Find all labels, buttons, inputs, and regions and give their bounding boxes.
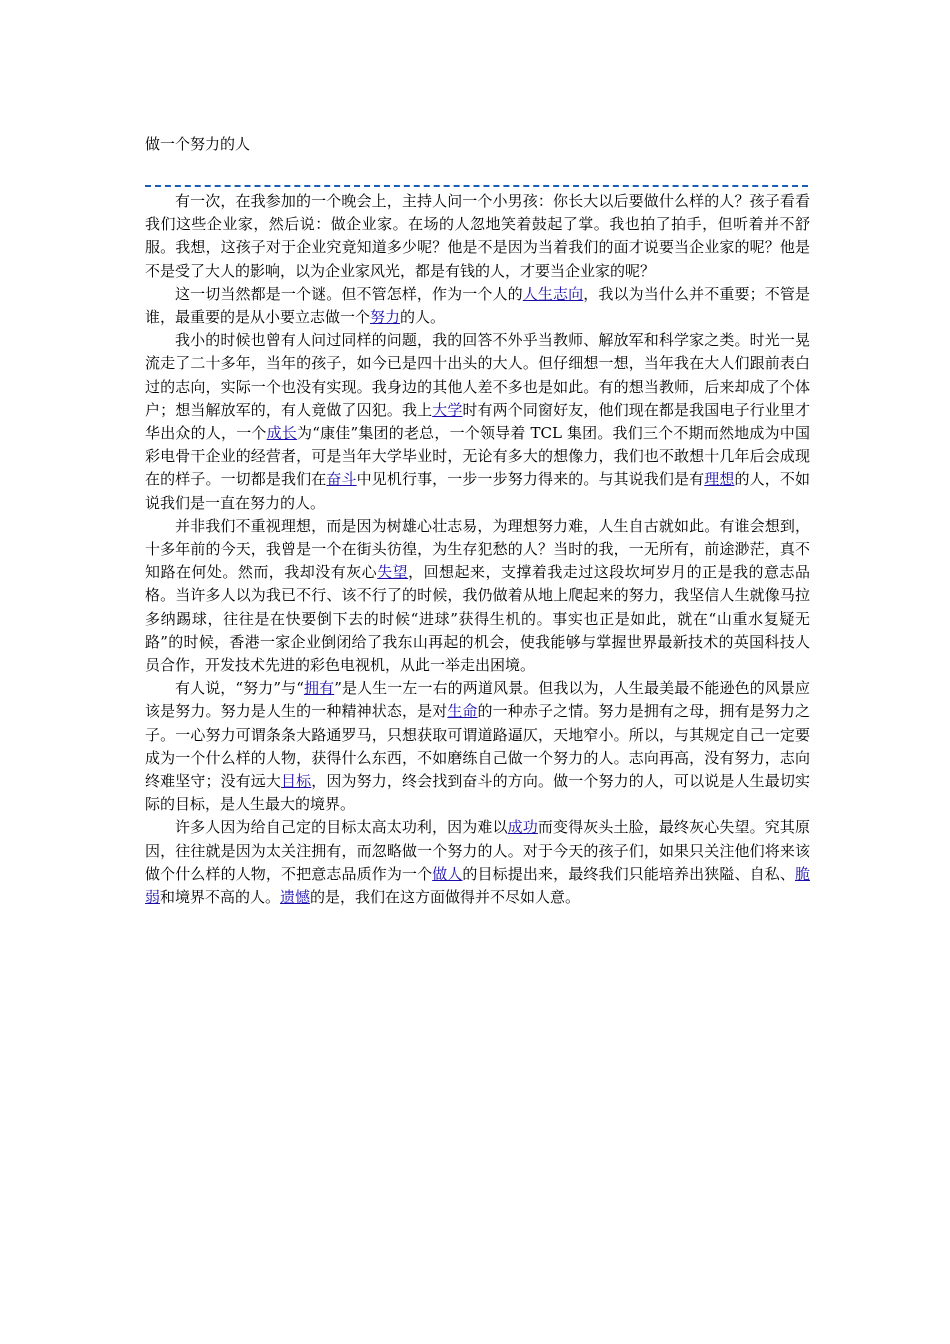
paragraph-text: 的是，我们在这方面做得并不尽如人意。 (310, 888, 581, 907)
inline-link[interactable]: 目标 (281, 772, 312, 791)
paragraph-text: 我小的时候也曾有人问过同样的问题，我的回答不外乎当教师、解放军和科学家之类。时光一晃流走了二十多年，当年的孩子，如今已是四十出头的大人。但仔细想一想，当年我在大人们跟前表白过的志向，实际一个也没有实现。我身边的其他人差不多也是如此。有的想当教师，后来却成了个体户；想当解放军的，有人竟做了囚犯。我上 (145, 331, 810, 419)
inline-link[interactable]: 努力 (370, 308, 401, 327)
paragraph-text: 并非我们不重视理想，而是因为树雄心壮志易，为理想努力难，人生自古就如此。有谁会想到，十多年前的今天，我曾是一个在街头彷徨，为生存犯愁的人？当时的我，一无所有，前途渺茫，真不知路在何处。然而，我却没有灰心 (145, 516, 810, 582)
paragraph (145, 283, 810, 329)
paragraph-text: 的人。 (400, 308, 446, 327)
paragraph-text: 的目标提出来，最终我们只能培养出狭隘、自私、 (462, 864, 795, 883)
inline-link[interactable]: 拥有 (303, 679, 335, 698)
paragraph-text: 而变得灰头土脸，最终灰心失望。究其原因，往往就是因为太关注拥有，而忽略做一个努力的人。对于今天的孩子们，如果只关注他们将来该做个什么样的人物，不把意志品质作为一个 (145, 818, 810, 883)
inline-link[interactable]: 理想 (704, 470, 735, 489)
inline-link[interactable]: 成功 (507, 818, 538, 837)
document-title: 做一个努力的人 (145, 135, 251, 153)
paragraph-text: ，因为努力，终会找到奋斗的方向。做一个努力的人，可以说是人生最切实际的目标，是人生最大的境界。 (145, 772, 810, 814)
inline-link[interactable]: 脆弱 (145, 864, 810, 907)
paragraph (145, 329, 810, 515)
paragraph-text: 有人说，“努力”与“ (175, 679, 304, 698)
paragraph (145, 515, 810, 677)
inline-link[interactable]: 人生志向 (522, 284, 584, 303)
paragraph-text: ，回想起来，支撑着我走过这段坎坷岁月的正是我的意志品格。当许多人以为我已不行、该不行了的时候，我仍做着从地上爬起来的努力，我坚信人生就像马拉多纳踢球，往往是在快要倒下去的时候“进球”获得生机的。事实也正是如此，就在“山重水复疑无路”的时候，香港一家企业倒闭给了我东山再起的机会，使我能够与掌握世界最新技术的英国科技人员合作，开发技术先进的彩色电视机，从此一举走出困境。 (145, 563, 810, 675)
inline-link[interactable]: 遗憾 (280, 888, 311, 907)
title-divider (145, 185, 808, 187)
paragraph-text: ”是人生一左一右的两道风景。但我以为，人生最美最不能逊色的风景应该是努力。努力是人生的一种精神状态，是对 (145, 679, 810, 721)
paragraph-text: 的一种赤子之情。努力是拥有之母，拥有是努力之子。一心努力可谓条条大路通罗马，只想获取可谓道路逼仄，天地窄小。所以，与其规定自己一定要成为一个什么样的人物，获得什么东西，不如磨练自己做一个努力的人。志向再高，没有努力，志向终难坚守；没有远大 (145, 702, 810, 791)
paragraph-text: 许多人因为给自己定的目标太高太功利，因为难以 (175, 818, 508, 837)
paragraph-text: 时有两个同窗好友，他们现在都是我国电子行业里才华出众的人，一个 (145, 400, 810, 443)
paragraph (145, 677, 810, 816)
inline-link[interactable]: 大学 (432, 400, 463, 419)
paragraph-text: 和境界不高的人。 (160, 888, 281, 907)
paragraph (145, 816, 810, 909)
paragraph-text: 中见机行事，一步一步努力得来的。与其说我们是有 (356, 470, 705, 489)
paragraph (145, 190, 810, 283)
paragraph-text: 有一次，在我参加的一个晚会上，主持人问一个小男孩：你长大以后要做什么样的人？孩子看看我们这些企业家，然后说：做企业家。在场的人忽地笑着鼓起了掌。我也拍了拍手，但听着并不舒服。我想，这孩子对于企业究竟知道多少呢？他是不是因为当着我们的面才说要当企业家的呢？他是不是受了大人的影响，以为企业家风光，都是有钱的人，才要当企业家的呢？ (145, 192, 810, 280)
inline-link[interactable]: 成长 (266, 424, 298, 443)
inline-link[interactable]: 失望 (377, 563, 409, 582)
paragraph-text: 这一切当然都是一个谜。但不管怎样，作为一个人的 (175, 284, 523, 303)
paragraph-text: 为“康佳”集团的老总，一个领导着 TCL 集团。我们三个不期而然地成为中国彩电骨干企业的经营者，可是当年大学毕业时，无论有多大的想像力，我们也不敢想十几年后会成现在的样子。一切都是我们在 (145, 424, 810, 489)
inline-link[interactable]: 生命 (447, 702, 478, 721)
paragraph-text: ，我以为当什么并不重要；不管是谁，最重要的是从小要立志做一个 (145, 284, 810, 327)
inline-link[interactable]: 做人 (432, 864, 463, 883)
inline-link[interactable]: 奋斗 (326, 470, 357, 489)
article-body (145, 190, 810, 909)
paragraph-text: 的人，不如说我们是一直在努力的人。 (145, 470, 810, 512)
